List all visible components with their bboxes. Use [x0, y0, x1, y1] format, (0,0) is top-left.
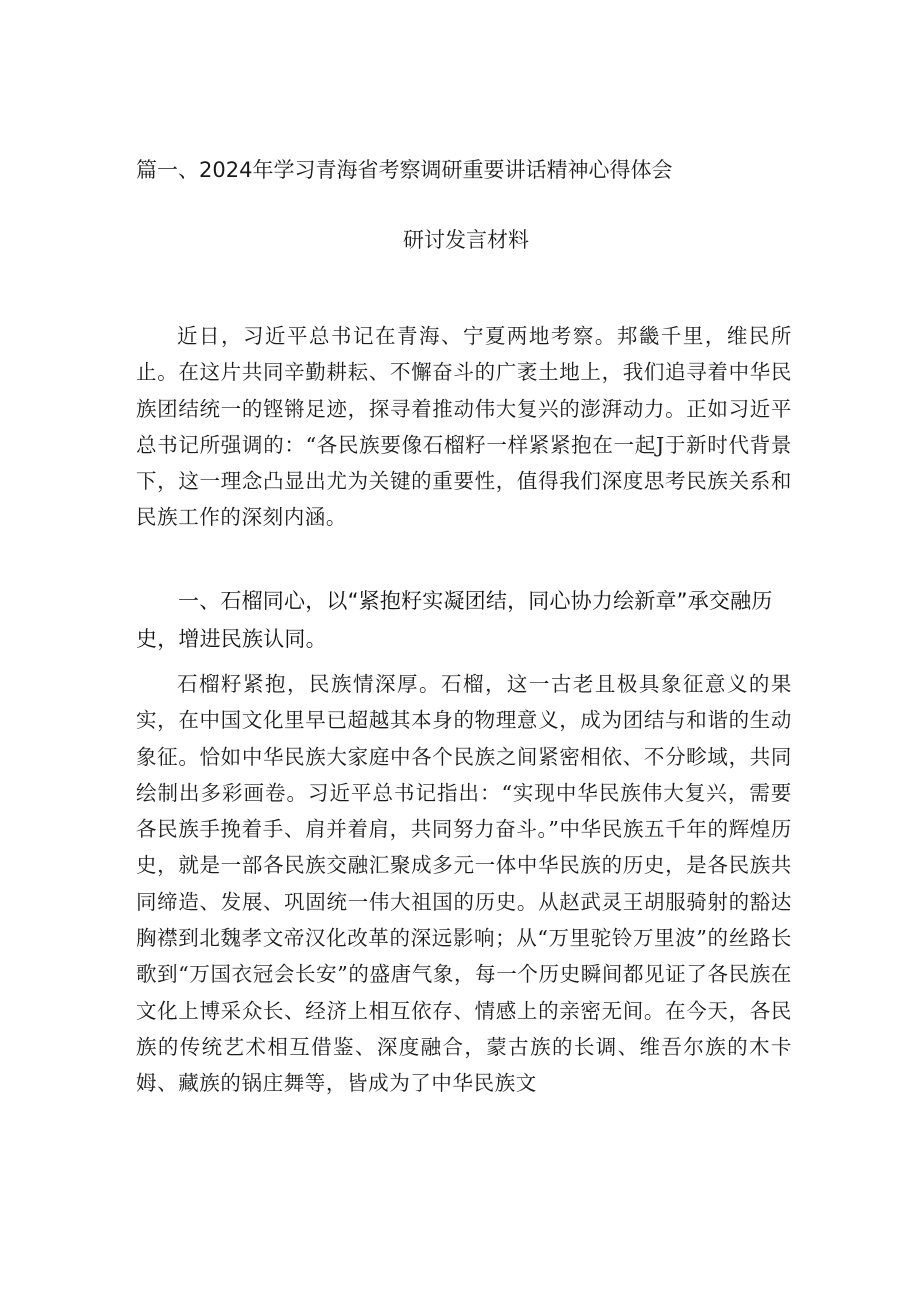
document-title-line-2: 研讨发言材料: [403, 228, 529, 252]
document-title-line-1: 篇一、2024年学习青海省考察调研重要讲话精神心得体会: [136, 158, 673, 182]
intro-paragraph: 近日，习近平总书记在青海、宁夏两地考察。邦畿千里，维民所止。在这片共同辛勤耕耘、不懈奋斗的广袤土地上，我们追寻着中华民族团结统一的铿锵足迹，探寻着推动伟大复兴的澎湃动力。正如习近平总书记所强调的：“各民族要像石榴籽一样紧紧抱在一起J于新时代背景下，这一理念凸显出尤为关键的重要性，值得我们深度思考民族关系和民族工作的深刻内涵。: [136, 324, 792, 530]
body-paragraph: 石榴籽紧抱，民族情深厚。石榴，这一古老且极具象征意义的果实，在中国文化里早已超越其本身的物理意义，成为团结与和谐的生动象征。恰如中华民族大家庭中各个民族之间紧密相依、不分畛域，共同绘制出多彩画卷。习近平总书记指出：“实现中华民族伟大复兴，需要各民族手挽着手、肩并着肩，共同努力奋斗。”中华民族五千年的辉煌历史，就是一部各民族交融汇聚成多元一体中华民族的历史，是各民族共同缔造、发展、巩固统一伟大祖国的历史。从赵武灵王胡服骑射的豁达胸襟到北魏孝文帝汉化改革的深远影响；从“万里驼铃万里波”的丝路长歌到“万国衣冠会长安”的盛唐气象，每一个历史瞬间都见证了各民族在文化上博采众长、经济上相互依存、情感上的亲密无间。在今天，各民族的传统艺术相互借鉴、深度融合，蒙古族的长调、维吾尔族的木卡姆、藏族的锅庄舞等，皆成为了中华民族文: [136, 672, 792, 1096]
section-heading-1: 一、石榴同心，以“紧抱籽实凝团结，同心协力绘新章”承交融历史，增进民族认同。: [136, 589, 773, 651]
